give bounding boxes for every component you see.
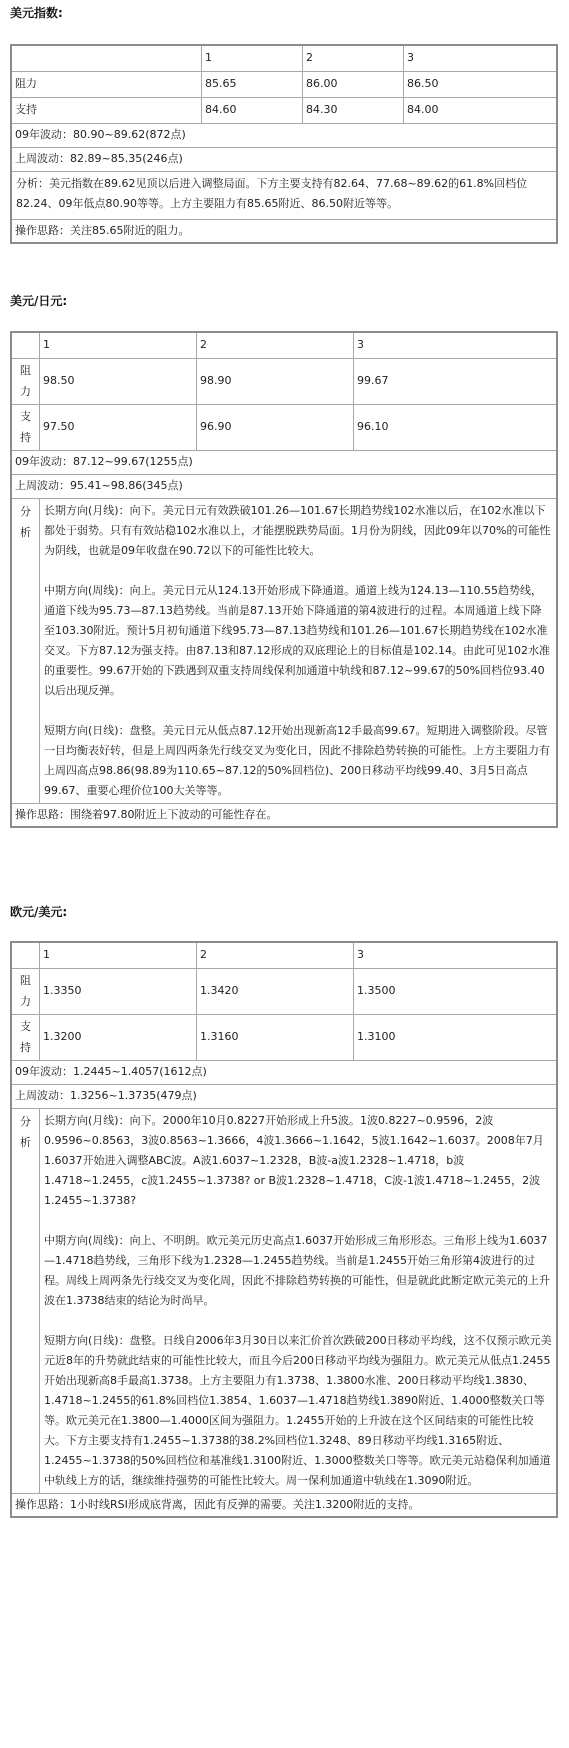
resistance-row bbox=[11, 968, 557, 1014]
table-cell: 85.65 bbox=[202, 71, 303, 97]
support-row bbox=[11, 97, 557, 123]
range-last-week-row bbox=[11, 474, 557, 498]
table-cell: 84.60 bbox=[202, 97, 303, 123]
table-cell: 84.30 bbox=[303, 97, 404, 123]
eur-usd-table bbox=[10, 941, 558, 1518]
strategy-text: 操作思路：围绕着97.80附近上下波动的可能性存在。 bbox=[11, 803, 557, 827]
row-label: 阻力 bbox=[11, 71, 202, 97]
support-row bbox=[11, 1014, 557, 1060]
table-cell: 1.3500 bbox=[354, 968, 558, 1014]
analysis-row bbox=[11, 171, 557, 219]
usd-index-title: 美元指数: bbox=[10, 6, 63, 20]
range-last-week: 上周波动：1.3256~1.3735(479点) bbox=[11, 1084, 557, 1108]
range-09: 09年波动：87.12~99.67(1255点) bbox=[11, 450, 557, 474]
header-cell: 2 bbox=[197, 942, 354, 968]
header-cell bbox=[11, 45, 202, 71]
strategy-text: 操作思路：关注85.65附近的阻力。 bbox=[11, 219, 557, 243]
strategy-row bbox=[11, 803, 557, 827]
usd-index-table bbox=[10, 44, 558, 244]
analysis-body bbox=[40, 1108, 558, 1493]
header-cell bbox=[11, 942, 40, 968]
table-cell: 1.3350 bbox=[40, 968, 197, 1014]
table-cell: 96.90 bbox=[197, 404, 354, 450]
table-cell: 84.00 bbox=[404, 97, 558, 123]
table-cell: 98.50 bbox=[40, 358, 197, 404]
row-label: 阻力 bbox=[11, 968, 40, 1014]
analysis-text: 分析：美元指数在89.62见顶以后进入调整局面。下方主要支持有82.64、77.68~89.62的61.8%回档位82.24、09年低点80.90等等。上方主要阻力有85.65附近、86.50附近等等。 bbox=[11, 171, 557, 219]
header-cell: 2 bbox=[197, 332, 354, 358]
analysis-label: 分析 bbox=[11, 1108, 40, 1493]
table-cell: 1.3420 bbox=[197, 968, 354, 1014]
table-cell: 98.90 bbox=[197, 358, 354, 404]
table-header-row bbox=[11, 332, 557, 358]
analysis-label: 分析 bbox=[11, 498, 40, 803]
table-header-row bbox=[11, 45, 557, 71]
header-cell bbox=[11, 332, 40, 358]
row-label: 支持 bbox=[11, 97, 202, 123]
header-cell: 1 bbox=[40, 942, 197, 968]
table-cell: 1.3160 bbox=[197, 1014, 354, 1060]
analysis-row bbox=[11, 1108, 557, 1493]
range-last-week: 上周波动：82.89~85.35(246点) bbox=[11, 147, 557, 171]
header-cell: 3 bbox=[354, 942, 558, 968]
header-cell: 3 bbox=[354, 332, 558, 358]
table-cell: 96.10 bbox=[354, 404, 558, 450]
analysis-body bbox=[40, 498, 558, 803]
table-cell: 1.3100 bbox=[354, 1014, 558, 1060]
range-last-week-row bbox=[11, 147, 557, 171]
range-09: 09年波动：1.2445~1.4057(1612点) bbox=[11, 1060, 557, 1084]
table-cell: 86.00 bbox=[303, 71, 404, 97]
table-cell: 97.50 bbox=[40, 404, 197, 450]
analysis-mid-term: 中期方向(周线)：向上。美元日元从124.13开始形成下降通道。通道上线为124.13—110.55趋势线，通道下线为95.73—87.13趋势线。当前是87.13开始下降通道的第4波进行的过程。本周通道上线下降至103.30附近。预计5月初旬通道下线95.73—87.13趋势线和101.26—101.67长期趋势线在102水准交叉。下方87.12为强支持。由87.13和87.12形成的双底理论上的目标值是102.14。由此可见102水准的重要性。99.67开始的下跌遇到双重支持周线保利加通道中轨线和87.12~99.67的50%回档位93.40以后出现反弹。 bbox=[44, 583, 550, 697]
header-cell: 1 bbox=[202, 45, 303, 71]
range-09-row bbox=[11, 1060, 557, 1084]
row-label: 支持 bbox=[11, 404, 40, 450]
table-cell: 1.3200 bbox=[40, 1014, 197, 1060]
resistance-row bbox=[11, 358, 557, 404]
analysis-short-term: 短期方向(日线)：盘整。美元日元从低点87.12开始出现新高12手最高99.67。短期进入调整阶段。尽管一目均衡表好转，但是上周四两条先行线交叉为变化日，因此不排除趋势转换的可能性。上方主要阻力有上周四高点98.86(98.89为110.65~87.12的50%回档位)、200日移动平均线99.40、3月5日高点99.67、重要心理价位100大关等等。 bbox=[44, 723, 550, 797]
analysis-mid-term: 中期方向(周线)：向上、不明朗。欧元美元历史高点1.6037开始形成三角形形态。三角形上线为1.6037—1.4718趋势线，三角形下线为1.2328—1.2455趋势线。当前是1.2455开始三角形第4波进行的过程。周线上周两条先行线交叉为变化周，因此不排除趋势转换的可能性，但是就此此断定欧元美元的上升波在1.3738结束的结论为时尚早。 bbox=[44, 1233, 550, 1307]
table-cell: 99.67 bbox=[354, 358, 558, 404]
table-header-row bbox=[11, 942, 557, 968]
usd-jpy-title: 美元/日元: bbox=[10, 294, 68, 308]
range-09: 09年波动：80.90~89.62(872点) bbox=[11, 123, 557, 147]
table-cell: 86.50 bbox=[404, 71, 558, 97]
eur-usd-title: 欧元/美元: bbox=[10, 905, 68, 919]
resistance-row bbox=[11, 71, 557, 97]
range-09-row bbox=[11, 123, 557, 147]
analysis-long-term: 长期方向(月线)：向下。2000年10月0.8227开始形成上升5波。1波0.8227~0.9596，2波0.9596~0.8563，3波0.8563~1.3666，4波1.3666~1.1642，5波1.1642~1.6037。2008年7月1.6037开始进入调整ABC波。A波1.6037~1.2328，B波-a波1.2328~1.4718，b波1.4718~1.2455，c波1.2455~1.3738? or B波1.2328~1.4718，C波-1波1.4718~1.2455，2波1.2455~1.3738? bbox=[44, 1113, 544, 1207]
usd-jpy-table bbox=[10, 331, 558, 828]
support-row bbox=[11, 404, 557, 450]
header-cell: 2 bbox=[303, 45, 404, 71]
analysis-short-term: 短期方向(日线)：盘整。日线自2006年3月30日以来汇价首次跌破200日移动平均线，这不仅预示欧元美元近8年的升势就此结束的可能性比较大，而且今后200日移动平均线为强阻力。欧元美元从低点1.2455开始出现新高8手最高1.3738。上方主要阻力有1.3738、1.3800水准、200日移动平均线1.3830、1.4718~1.2455的61.8%回档位1.3854、1.6037—1.4718趋势线1.3890附近、1.4000整数关口等等。欧元美元在1.3800—1.4000区间为强阻力。1.2455开始的上升波在这个区间结束的可能性比较大。下方主要支持有1.2455~1.3738的38.2%回档位1.3248、89日移动平均线1.3165附近、1.2455~1.3738的50%回档位和基准线1.3100附近、1.3000整数关口等等。欧元美元站稳保利加通道中轨线上方的话，继续维持强势的可能性比较大。周一保利加通道中轨线在1.3090附近。 bbox=[44, 1333, 552, 1487]
header-cell: 1 bbox=[40, 332, 197, 358]
analysis-long-term: 长期方向(月线)：向下。美元日元有效跌破101.26—101.67长期趋势线102水准以后，在102水准以下都处于弱势。只有有效站稳102水准以上，才能摆脱跌势局面。1月份为阴线，因此09年以70%的可能性为阴线，也就是09年收盘在90.72以下的可能性比较大。 bbox=[44, 503, 551, 557]
row-label: 支持 bbox=[11, 1014, 40, 1060]
strategy-row bbox=[11, 219, 557, 243]
range-last-week: 上周波动：95.41~98.86(345点) bbox=[11, 474, 557, 498]
strategy-row bbox=[11, 1493, 557, 1517]
header-cell: 3 bbox=[404, 45, 558, 71]
range-last-week-row bbox=[11, 1084, 557, 1108]
strategy-text: 操作思路：1小时线RSI形成底背离，因此有反弹的需要。关注1.3200附近的支持。 bbox=[11, 1493, 557, 1517]
analysis-row bbox=[11, 498, 557, 803]
row-label: 阻力 bbox=[11, 358, 40, 404]
range-09-row bbox=[11, 450, 557, 474]
